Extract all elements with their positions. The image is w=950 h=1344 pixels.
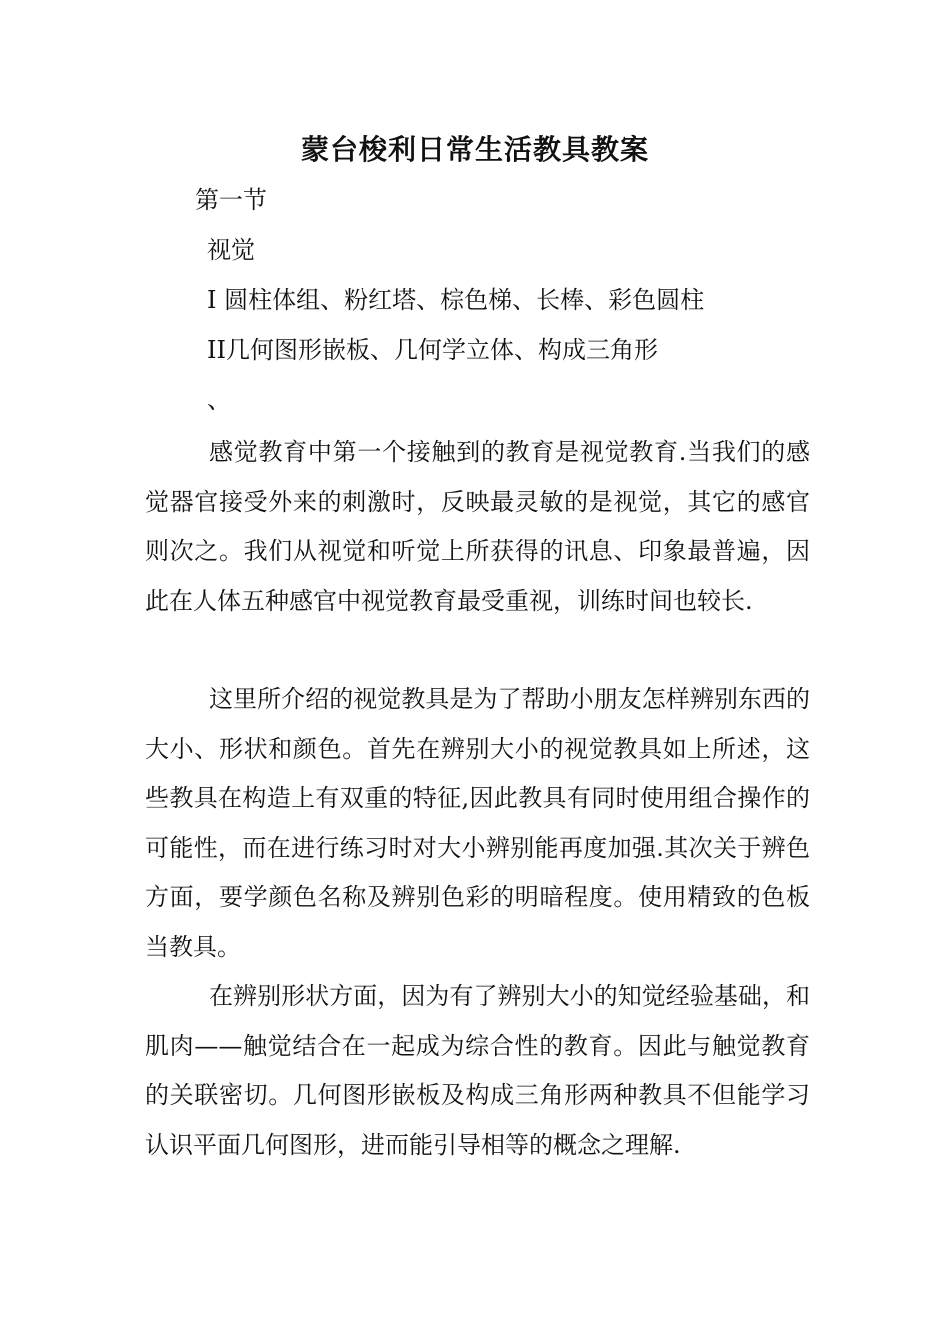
section-heading: 第一节 xyxy=(195,186,267,214)
sub-heading: 视觉 xyxy=(207,236,255,264)
list-item: II几何图形嵌板、几何学立体、构成三角形 xyxy=(207,336,658,364)
body-paragraph: 这里所介绍的视觉教具是为了帮助小朋友怎样辨别东西的大小、形状和颜色。首先在辨别大小的视觉教具如上所述，这些教具在构造上有双重的特征,因此教具有同时使用组合操作的可能性，而在进行练习时对大小辨别能再度加强.其次关于辨色方面，要学颜色名称及辨别色彩的明暗程度。使用精致的色板当教具。 xyxy=(145,685,810,961)
list-item: I 圆柱体组、粉红塔、棕色梯、长棒、彩色圆柱 xyxy=(207,286,705,314)
stray-punctuation: 、 xyxy=(207,386,231,414)
body-paragraph: 感觉教育中第一个接触到的教育是视觉教育.当我们的感觉器官接受外来的刺激时，反映最灵敏的是视觉，其它的感官则次之。我们从视觉和听觉上所获得的讯息、印象最普遍，因此在人体五种感官中视觉教育最受重视，训练时间也较长. xyxy=(145,438,810,615)
body-paragraph: 在辨别形状方面，因为有了辨别大小的知觉经验基础，和肌肉——触觉结合在一起成为综合性的教育。因此与触觉教育的关联密切。几何图形嵌板及构成三角形两种教具不但能学习认识平面几何图形，进而能引导相等的概念之理解. xyxy=(145,982,810,1159)
document-title: 蒙台梭利日常生活教具教案 xyxy=(300,133,649,166)
